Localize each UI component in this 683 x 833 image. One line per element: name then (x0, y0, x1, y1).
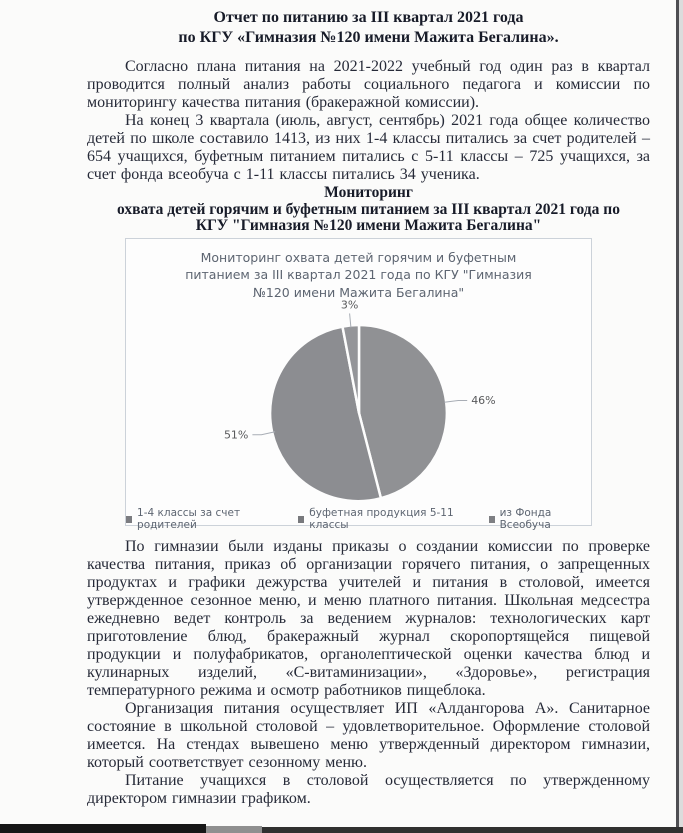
pie-chart-container (125, 238, 592, 531)
monitoring-heading-line2: охвата детей горячим и буфетным питанием за III квартал 2021 года по (117, 200, 620, 218)
legend-label-1: буфетная продукция 5-11 классы (309, 507, 454, 531)
monitoring-heading (87, 185, 650, 235)
document-title-line1: Отчет по питанию за III квартал 2021 года (213, 9, 524, 26)
scan-edge-line (676, 0, 679, 833)
document-title (87, 8, 650, 48)
pie-label-leader-0 (444, 401, 467, 403)
chart-title-line1: Мониторинг охвата детей горячим и буфетным (200, 249, 517, 265)
legend-marker-2 (489, 516, 495, 523)
chart-legend (126, 507, 591, 531)
scan-bottom-bar-mid (206, 826, 262, 833)
legend-marker-0 (126, 516, 132, 523)
pie-value-label-2: 3% (340, 298, 359, 312)
paragraph-quarter-stats: На конец 3 квартала (июль, август, сентябрь) 2021 года общее количество детей по школе составило 1413, из них 1-4 классы питались за счет родителей – 654 учащихся, буфетным питанием питались с 5-11 классы – 725 учащихся, за счет фонда всеобуча с 1-11 классы питались 34 ученика. (87, 112, 650, 183)
legend-label-0: 1-4 классы за счет родителей (137, 507, 241, 531)
chart-title (126, 249, 591, 302)
legend-item-0 (126, 507, 280, 531)
scan-bottom-bar-right (262, 827, 683, 833)
monitoring-heading-line1: Мониторинг (324, 184, 413, 201)
scan-bottom-bar-left (0, 824, 206, 833)
pie-value-label-0: 46% (471, 394, 496, 407)
paragraph-orders: По гимназии были изданы приказы о создании комиссии по проверке качества питания, приказ об организации горячего питания, о запрещенных продуктах и графики дежурства учителей и питания в столовой, имеется утвержденное сезонное меню, и меню платного питания. Школьная медсестра ежедневно ведет контроль за ведением журналов: технологических карт приготовление блюд, бракеражный журнал скоропортящейся пищевой продукции и полуфабрикатов, органолептической оценки качества блюд и кулинарных изделий, «С-витаминизации», «Здоровье», регистрация температурного режима и осмотр работников пищеблока. (87, 537, 650, 699)
legend-marker-1 (298, 516, 304, 523)
pie-value-label-1: 51% (223, 428, 249, 442)
paragraph-schedule: Питание учащихся в столовой осуществляется по утвержденному директором гимназии графиком. (87, 771, 650, 807)
legend-item-2 (489, 507, 591, 531)
pie-chart-svg (126, 298, 591, 505)
legend-item-1 (298, 507, 470, 531)
scan-edge-strip (679, 0, 683, 833)
paragraph-plan: Согласно плана питания на 2021-2022 учебный год один раз в квартал проводится полный анализ работы социального педагога и комиссии по мониторингу качества питания (бракеражной комиссии). (87, 58, 650, 111)
document-title-line2: по КГУ «Гимназия №120 имени Мажита Бегалина». (178, 29, 559, 46)
monitoring-heading-line3: КГУ "Гимназия №120 имени Мажита Бегалина" (195, 217, 542, 234)
chart-title-line3: №120 имени Мажита Бегалина" (252, 284, 465, 300)
legend-label-2: из Фонда Всеобуча (499, 507, 552, 531)
chart-title-line2: питанием за III квартал 2021 года по КГУ "Гимназия (185, 267, 532, 282)
paragraph-organization: Организация питания осуществляет ИП «Алдангорова А». Санитарное состояние в школьной столовой – удовлетворительное. Оформление столовой имеется. На стендах вывешено меню утвержденный директором гимназии, который соответствует сезонному меню. (87, 699, 650, 771)
